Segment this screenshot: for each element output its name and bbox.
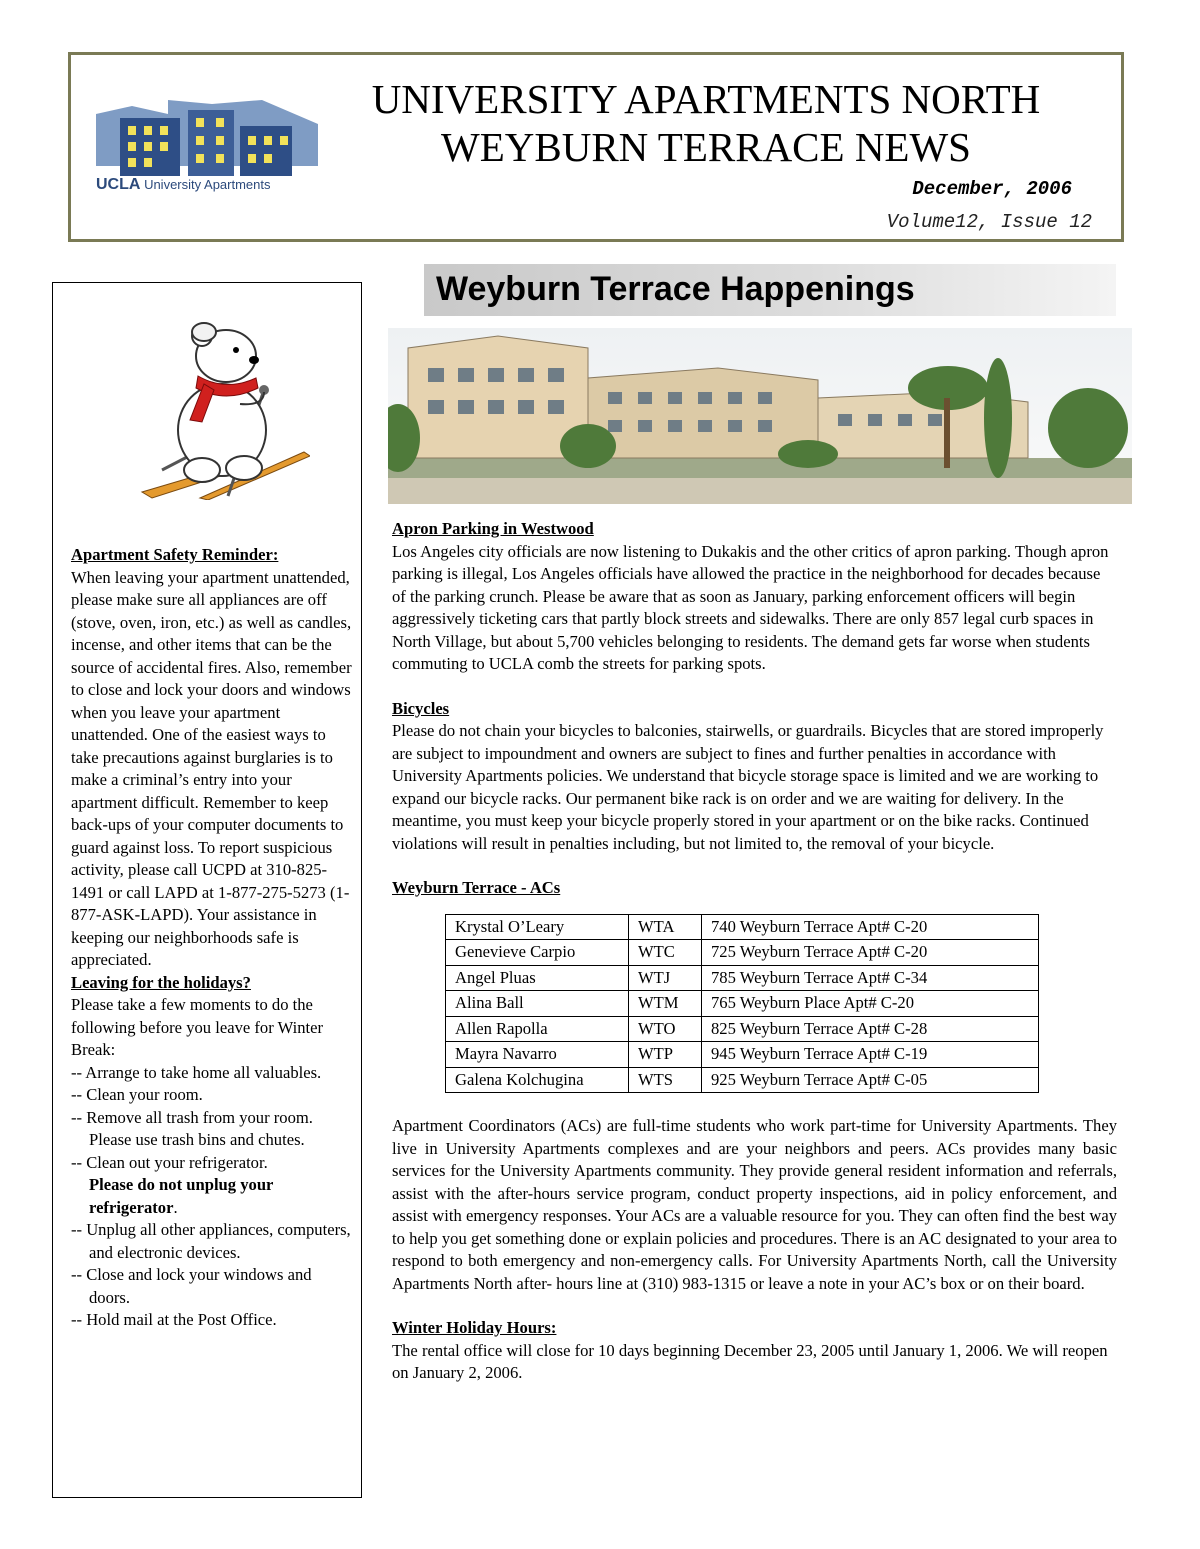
safety-heading: Apartment Safety Reminder:	[71, 545, 279, 564]
ac-name: Angel Pluas	[446, 965, 629, 991]
fridge-note	[71, 1174, 353, 1219]
table-row	[446, 914, 1039, 940]
table-row	[446, 991, 1039, 1017]
holiday-item: -- Arrange to take home all valuables.	[71, 1062, 322, 1082]
acs-heading: Weyburn Terrace - ACs	[392, 878, 561, 897]
apron-body: Los Angeles city officials are now listening to Dukakis and the other critics of apron parking. Though apron parking is illegal, Los Angeles officials have allowed the practice in the neighborhood for decades because of the parking crunch. Please be aware that as soon as January, parking enforcement officers will begin aggressively ticketing cars that partly block streets and sidewalks. There are only 857 legal curb spaces in North Village, but about 5,700 vehicles belonging to residents. The demand gets far worse when students commuting to UCLA comb the streets for parking spots.	[392, 541, 1109, 673]
safety-body: When leaving your apartment unattended, please make sure all appliances are off (stove, oven, iron, etc.) as well as candles, incense, and other items that can be the source of accidental fires. Also, remember to close and lock your doors and windows when you leave your apartment unattended. One of the easiest ways to take precautions against burglaries is to make a criminal’s entry into your apartment difficult. Remember to keep back-ups of your computer documents to guard against loss. To report suspicious activity, please call UCPD at 310-825-1491 or call LAPD at 1-877-275-5273 (1-877-ASK-LAPD). Your assistance in keeping our neighborhoods safe is appreciated.	[71, 567, 352, 969]
masthead-title-line-1: UNIVERSITY APARTMENTS NORTH	[371, 76, 1041, 122]
ac-code: WTP	[629, 1042, 702, 1068]
ac-address: 740 Weyburn Terrace Apt# C-20	[702, 914, 1039, 940]
weyburn-terrace-rendering-image	[388, 328, 1132, 504]
ac-address: 925 Weyburn Terrace Apt# C-05	[702, 1067, 1039, 1093]
table-row	[446, 1016, 1039, 1042]
ac-address: 785 Weyburn Terrace Apt# C-34	[702, 965, 1039, 991]
hours-heading: Winter Holiday Hours:	[392, 1318, 557, 1337]
holiday-item: -- Clean your room.	[71, 1085, 203, 1104]
logo-brand: UCLA	[96, 176, 141, 193]
ac-code: WTJ	[629, 965, 702, 991]
logo-subtitle: University Apartments	[144, 177, 271, 192]
ac-name: Krystal O’Leary	[446, 914, 629, 940]
holidays-heading: Leaving for the holidays?	[71, 972, 251, 992]
holiday-item: -- Hold mail at the Post Office.	[71, 1310, 277, 1329]
bicycles-heading: Bicycles	[392, 698, 450, 718]
holiday-item: -- Clean out your refrigerator.	[71, 1152, 268, 1172]
ac-address: 725 Weyburn Terrace Apt# C-20	[702, 940, 1039, 966]
holiday-item: -- Close and lock your windows and doors.	[71, 1265, 312, 1307]
acs-body: Apartment Coordinators (ACs) are full-time students who work part-time for University Apartments. They live in University Apartments complexes and are your neighbors and peers. ACs provides many basic services for the University Apartments community. They provide general resident information and referrals, assist with the after-hours service program, conduct property inspections, aid in policy enforcement, and assist with emergency responses. Your ACs are a valuable resource for you. They can often find the best way to help you get something done or explain policies and procedures. There is an AC designated to your area to respond to both emergency and non-emergency calls. For University Apartments North, call the University Apartments North after- hours line at (310) 983-1315 or leave a note in your AC’s box or on their board.	[392, 1116, 1117, 1293]
fridge-note-end: .	[173, 1197, 178, 1217]
sidebar-content	[71, 544, 353, 1332]
ac-code: WTS	[629, 1067, 702, 1093]
fridge-note-bold: Please do not unplug your refrigerator	[89, 1175, 274, 1217]
issue-date: December, 2006	[912, 178, 1072, 200]
holiday-item: -- Remove all trash from your room. Please use trash bins and chutes.	[71, 1107, 313, 1149]
ac-name: Mayra Navarro	[446, 1042, 629, 1068]
logo-wordmark	[96, 176, 271, 194]
apron-heading: Apron Parking in Westwood	[392, 519, 594, 538]
table-row	[446, 940, 1039, 966]
ac-code: WTA	[629, 914, 702, 940]
table-row	[446, 1067, 1039, 1093]
skiing-polar-bear-illustration	[140, 320, 310, 500]
table-row	[446, 1042, 1039, 1068]
ac-table	[445, 914, 1039, 1094]
ac-code: WTM	[629, 991, 702, 1017]
ac-name: Alina Ball	[446, 991, 629, 1017]
holidays-intro: Please take a few moments to do the following before you leave for Winter Break:	[71, 995, 323, 1059]
main-column	[392, 518, 1117, 1385]
holiday-item: -- Unplug all other appliances, computers, and electronic devices.	[71, 1220, 351, 1262]
hours-body: The rental office will close for 10 days beginning December 23, 2005 until January 1, 2006. We will reopen on January 2, 2006.	[392, 1340, 1108, 1382]
section-title: Weyburn Terrace Happenings	[436, 270, 915, 308]
ac-code: WTO	[629, 1016, 702, 1042]
ac-name: Galena Kolchugina	[446, 1067, 629, 1093]
table-row	[446, 965, 1039, 991]
ac-code: WTC	[629, 940, 702, 966]
masthead-title-line-2: WEYBURN TERRACE NEWS	[441, 124, 971, 170]
ac-address: 945 Weyburn Terrace Apt# C-19	[702, 1042, 1039, 1068]
issue-volume: Volume12, Issue 12	[886, 211, 1092, 233]
ac-name: Genevieve Carpio	[446, 940, 629, 966]
ac-address: 825 Weyburn Terrace Apt# C-28	[702, 1016, 1039, 1042]
ac-address: 765 Weyburn Place Apt# C-20	[702, 991, 1039, 1017]
ac-name: Allen Rapolla	[446, 1016, 629, 1042]
bicycles-body: Please do not chain your bicycles to balconies, stairwells, or guardrails. Bicycles that are stored improperly are subject to impoundment and owners are subject to fines and further penalties in accordance with University Apartments policies. We understand that bicycle storage space is limited and we are working to expand our bicycle racks. Our permanent bike rack is on order and we are waiting for delivery. In the meantime, you must keep your bicycle properly stored in your apartment or on the bike racks. Continued violations will result in penalties including, but not limited to, the removal of your bicycle.	[392, 721, 1104, 853]
